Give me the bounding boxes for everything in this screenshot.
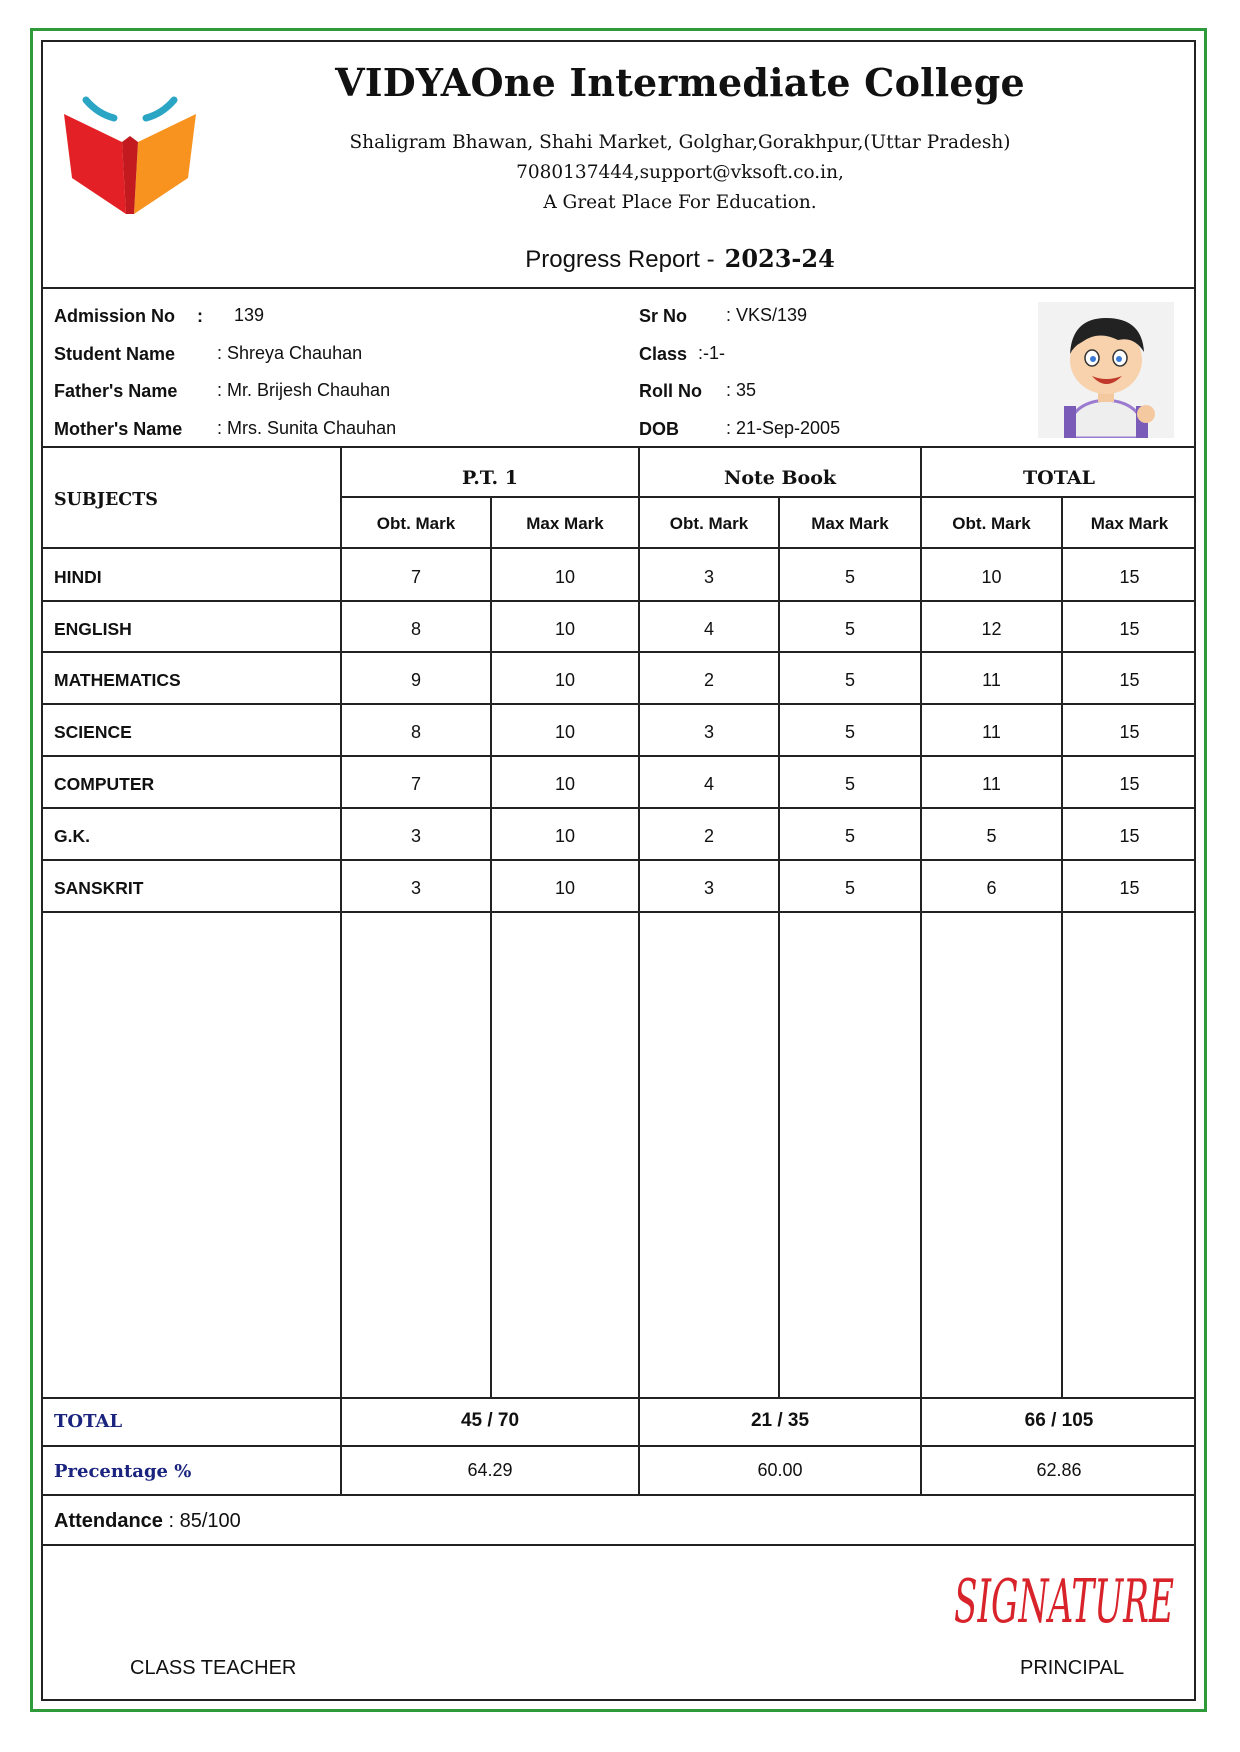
mark-cell: 10 xyxy=(554,670,576,690)
mark-cell: 5 xyxy=(844,774,855,794)
grid-h-row-2 xyxy=(41,651,1196,653)
subheader-notebook-max: Max Mark xyxy=(811,514,889,533)
mark-cell: 10 xyxy=(554,878,576,898)
grid-h-row-1 xyxy=(41,600,1196,602)
mark-cell: 15 xyxy=(1119,670,1140,690)
mark-cell: 10 xyxy=(554,567,576,587)
subject-name: G.K. xyxy=(54,826,90,846)
mark-cell: 4 xyxy=(703,619,714,639)
college-contact: 7080137444,support@vksoft.co.in, xyxy=(516,162,844,183)
mark-cell: 4 xyxy=(703,774,714,794)
signature-text: SIGNATURE xyxy=(954,1567,1174,1637)
subheader-pt1-obt: Obt. Mark xyxy=(376,514,456,533)
mark-cell: 2 xyxy=(703,670,714,690)
mark-cell: 5 xyxy=(844,619,855,639)
student-name-value: : Shreya Chauhan xyxy=(217,343,363,363)
grid-h-attendance-bottom xyxy=(41,1544,1196,1546)
mark-cell: 15 xyxy=(1119,878,1140,898)
mark-cell: 10 xyxy=(554,722,576,742)
page-inner-border xyxy=(41,40,1196,1701)
mark-cell: 10 xyxy=(554,826,576,846)
mark-cell: 5 xyxy=(844,722,855,742)
subject-name: SANSKRIT xyxy=(54,878,144,898)
mark-cell: 3 xyxy=(703,878,714,898)
mark-cell: 15 xyxy=(1119,774,1140,794)
roll-no-value: : 35 xyxy=(726,380,757,400)
mark-cell: 15 xyxy=(1119,567,1140,587)
mark-cell: 3 xyxy=(703,567,714,587)
percentage-notebook: 60.00 xyxy=(757,1460,803,1480)
subjects-header: SUBJECTS xyxy=(54,490,158,510)
subject-name: HINDI xyxy=(54,567,102,587)
grid-h-percentage xyxy=(41,1445,1196,1447)
grid-v-pt1-end xyxy=(638,446,640,1494)
report-session: 2023-24 xyxy=(724,244,835,273)
mark-cell: 15 xyxy=(1119,826,1140,846)
student-photo xyxy=(1038,302,1174,438)
grid-h-total xyxy=(41,1397,1196,1399)
grid-h-head xyxy=(41,547,1196,549)
college-tagline: A Great Place For Education. xyxy=(543,192,817,213)
mark-cell: 5 xyxy=(986,826,997,846)
percentage-overall: 62.86 xyxy=(1036,1460,1082,1480)
group-header-notebook: Note Book xyxy=(723,467,837,489)
mark-cell: 3 xyxy=(410,878,421,898)
roll-no-label: Roll No xyxy=(639,381,702,401)
mark-cell: 10 xyxy=(554,619,576,639)
mark-cell: 5 xyxy=(844,878,855,898)
report-title xyxy=(300,244,1060,274)
grid-v-subjects xyxy=(340,446,342,1494)
mother-name-value: : Mrs. Sunita Chauhan xyxy=(217,418,397,438)
attendance-value: : 85/100 xyxy=(168,1510,241,1532)
mark-cell: 6 xyxy=(986,878,997,898)
mark-cell: 3 xyxy=(410,826,421,846)
mark-cell: 5 xyxy=(844,826,855,846)
father-name-label: Father's Name xyxy=(54,381,178,401)
admission-no-label: Admission No xyxy=(54,306,176,326)
admission-no-value: 139 xyxy=(234,305,265,325)
attendance-label: Attendance xyxy=(54,1510,163,1532)
principal-label: PRINCIPAL xyxy=(1020,1657,1125,1679)
mark-cell: 8 xyxy=(410,722,421,742)
grid-v-notebook-end xyxy=(920,446,922,1494)
grid-h-attendance-top xyxy=(41,1494,1196,1496)
subheader-total-obt: Obt. Mark xyxy=(952,514,1031,533)
class-value: :-1- xyxy=(698,343,725,363)
mark-cell: 7 xyxy=(410,567,421,587)
grid-h-group-head xyxy=(340,496,1196,498)
father-name-value: : Mr. Brijesh Chauhan xyxy=(217,380,391,400)
subject-name: SCIENCE xyxy=(54,722,132,742)
total-notebook: 21 / 35 xyxy=(750,1410,810,1431)
total-label: TOTAL xyxy=(54,1411,123,1432)
student-name-label: Student Name xyxy=(54,344,176,364)
percentage-pt1: 64.29 xyxy=(467,1460,513,1480)
group-header-pt1: P.T. 1 xyxy=(462,467,518,489)
group-header-total: TOTAL xyxy=(1023,467,1095,489)
mark-cell: 15 xyxy=(1119,722,1140,742)
total-pt1: 45 / 70 xyxy=(460,1410,520,1431)
sr-no-value: : VKS/139 xyxy=(726,305,808,325)
mark-cell: 5 xyxy=(844,670,855,690)
mark-cell: 9 xyxy=(410,670,421,690)
mother-name-label: Mother's Name xyxy=(54,419,183,439)
subheader-pt1-max: Max Mark xyxy=(526,514,604,533)
mark-cell: 5 xyxy=(844,567,855,587)
principal-signature xyxy=(948,1556,1180,1646)
mark-cell: 12 xyxy=(981,619,1002,639)
grid-h-row-5 xyxy=(41,807,1196,809)
percentage-label: Precentage % xyxy=(54,1461,192,1482)
class-teacher-label: CLASS TEACHER xyxy=(130,1657,297,1679)
subheader-notebook-obt: Obt. Mark xyxy=(669,514,749,533)
report-title-text: Progress Report - xyxy=(525,246,715,273)
grid-h-row-3 xyxy=(41,703,1196,705)
sr-no-label: Sr No xyxy=(639,306,688,326)
dob-label: DOB xyxy=(639,419,679,439)
mark-cell: 8 xyxy=(410,619,421,639)
mark-cell: 15 xyxy=(1119,619,1140,639)
dob-value: : 21-Sep-2005 xyxy=(726,418,841,438)
admission-no-separator: : xyxy=(197,306,203,326)
class-label: Class xyxy=(639,344,688,364)
mark-cell: 10 xyxy=(554,774,576,794)
college-address: Shaligram Bhawan, Shahi Market, Golghar,Gorakhpur,(Uttar Pradesh) xyxy=(349,132,1011,153)
subject-name: COMPUTER xyxy=(54,774,155,794)
attendance xyxy=(54,1510,241,1533)
grid-h-row-7 xyxy=(41,911,1196,913)
mark-cell: 11 xyxy=(982,774,1001,794)
total-overall: 66 / 105 xyxy=(1024,1410,1094,1431)
subheader-total-max: Max Mark xyxy=(1090,514,1169,533)
college-name: VIDYAOne Intermediate College xyxy=(335,60,1025,105)
subject-name: MATHEMATICS xyxy=(54,670,181,690)
subject-name: ENGLISH xyxy=(54,619,132,639)
grid-h-row-4 xyxy=(41,755,1196,757)
mark-cell: 3 xyxy=(703,722,714,742)
grid-h-row-6 xyxy=(41,859,1196,861)
college-logo xyxy=(64,92,196,220)
mark-cell: 2 xyxy=(703,826,714,846)
mark-cell: 7 xyxy=(410,774,421,794)
divider-info xyxy=(41,446,1196,448)
mark-cell: 10 xyxy=(981,567,1002,587)
divider-header xyxy=(41,287,1196,289)
mark-cell: 11 xyxy=(982,670,1001,690)
mark-cell: 11 xyxy=(982,722,1001,742)
